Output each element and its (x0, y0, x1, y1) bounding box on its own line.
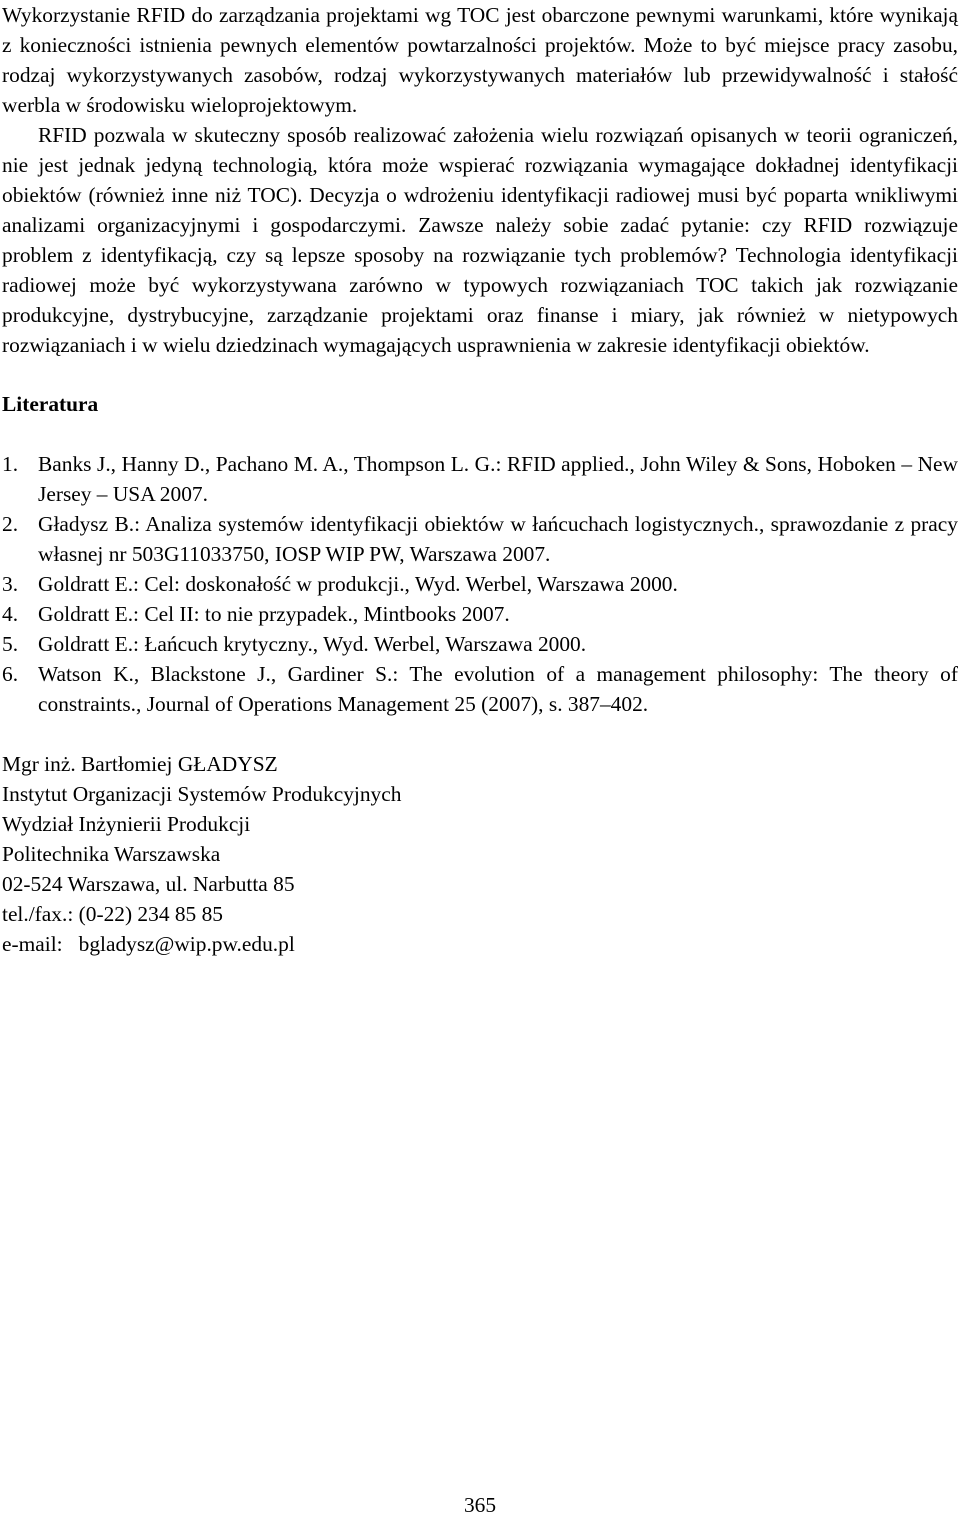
body-paragraph-1: Wykorzystanie RFID do zarządzania projektami wg TOC jest obarczone pewnymi warunkami, które wynikają z konieczności istnienia pewnych elementów powtarzalności projektów. Może to być miejsce pracy zasobu, rodzaj wykorzystywanych zasobów, rodzaj wykorzystywanych materiałów lub przewidywalność i stałość werbla w środowisku wieloprojektowym. (2, 3, 958, 117)
reference-item (2, 449, 958, 509)
reference-text: Banks J., Hanny D., Pachano M. A., Thompson L. G.: RFID applied., John Wiley & Sons, Hoboken – New Jersey – USA 2007. (38, 452, 958, 506)
reference-number: 1. (2, 452, 19, 476)
body-paragraph-2 (2, 120, 958, 360)
author-email: e-mail: bgladysz@wip.pw.edu.pl (2, 932, 295, 956)
reference-item (2, 629, 958, 659)
author-name: Mgr inż. Bartłomiej GŁADYSZ (2, 752, 278, 776)
author-faculty: Wydział Inżynierii Produkcji (2, 812, 251, 836)
reference-item (2, 509, 958, 569)
reference-item (2, 569, 958, 599)
reference-number: 3. (2, 572, 19, 596)
reference-number: 5. (2, 632, 19, 656)
reference-text: Watson K., Blackstone J., Gardiner S.: The evolution of a management philosophy: The theory of constraints., Journal of Operations Management 25 (2007), s. 387–402. (38, 662, 958, 716)
references-heading: Literatura (2, 392, 99, 416)
document-page (2, 0, 958, 959)
reference-item (2, 659, 958, 719)
author-address: 02-524 Warszawa, ul. Narbutta 85 (2, 872, 295, 896)
reference-number: 6. (2, 662, 19, 686)
author-institute: Instytut Organizacji Systemów Produkcyjnych (2, 782, 402, 806)
author-university: Politechnika Warszawska (2, 842, 221, 866)
reference-item (2, 599, 958, 629)
references-list (2, 449, 958, 719)
reference-text: Goldratt E.: Łańcuch krytyczny., Wyd. Werbel, Warszawa 2000. (38, 632, 587, 656)
author-phone: tel./fax.: (0-22) 234 85 85 (2, 902, 223, 926)
reference-number: 4. (2, 602, 19, 626)
author-block (2, 749, 958, 959)
reference-number: 2. (2, 512, 19, 536)
body-paragraph-2-text: RFID pozwala w skuteczny sposób realizować założenia wielu rozwiązań opisanych w teorii ograniczeń, nie jest jednak jedyną technologią, która może wspierać rozwiązania wymagające dokładnej identyfikacji obiektów (również inne niż TOC). Decyzja o wdrożeniu identyfikacji radiowej musi być poparta wnikliwymi analizami organizacyjnymi i gospodarczymi. Zawsze należy sobie zadać pytanie: czy RFID rozwiązuje problem z identyfikacją, czy są lepsze sposoby na rozwiązanie tych problemów? Technologia identyfikacji radiowej może być wykorzystywana zarówno w typowych rozwiązaniach TOC takich jak rozwiązanie produkcyjne, dystrybucyjne, zarządzanie projektami oraz finanse i miary, jak również w nietypowych rozwiązaniach i w wielu dziedzinach wymagających usprawnienia w zakresie identyfikacji obiektów. (2, 123, 958, 357)
reference-text: Gładysz B.: Analiza systemów identyfikacji obiektów w łańcuchach logistycznych., sprawozdanie z pracy własnej nr 503G11033750, IOSP WIP PW, Warszawa 2007. (38, 512, 958, 566)
page-number: 365 (463, 1493, 497, 1517)
reference-text: Goldratt E.: Cel II: to nie przypadek., Mintbooks 2007. (38, 602, 510, 626)
reference-text: Goldratt E.: Cel: doskonałość w produkcji., Wyd. Werbel, Warszawa 2000. (38, 572, 678, 596)
